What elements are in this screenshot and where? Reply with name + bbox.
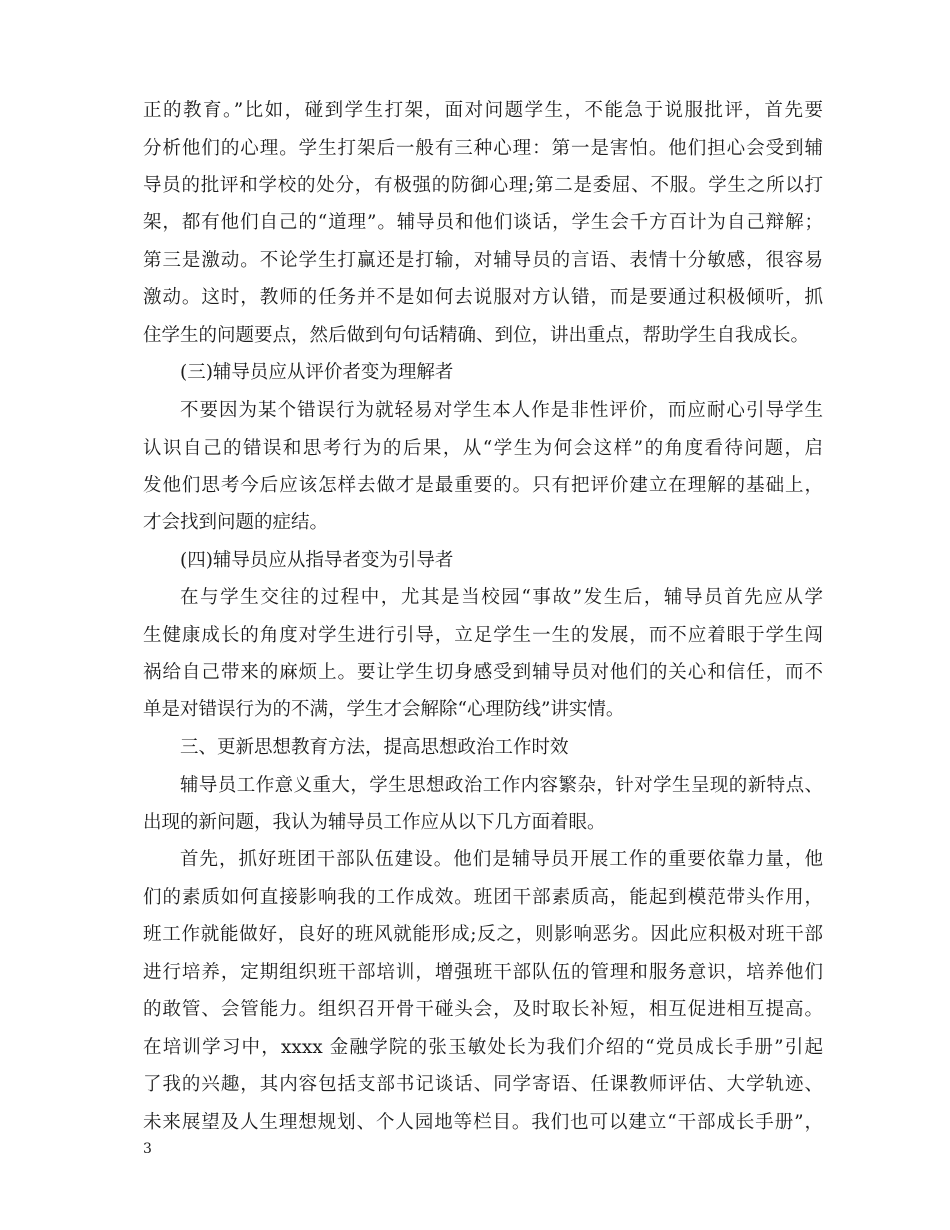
text-line: 祸给自己带来的麻烦上。要让学生切身感受到辅导员对他们的关心和信任，而不 <box>143 662 823 683</box>
text-line: 发他们思考今后应该怎样去做才是最重要的。只有把评价建立在理解的基础上， <box>143 475 823 496</box>
text-line: 生健康成长的角度对学生进行引导，立足学生一生的发展，而不应着眼于学生闯 <box>143 625 823 646</box>
text-line: 未来展望及人生理想规划、个人园地等栏目。我们也可以建立“干部成长手册”， <box>143 1112 823 1133</box>
text-line: 们的素质如何直接影响我的工作成效。班团干部素质高，能起到模范带头作用， <box>143 887 823 908</box>
text-line: 才会找到问题的症结。 <box>143 512 329 533</box>
text-line: 第三是激动。不论学生打赢还是打输，对辅导员的言语、表情十分敏感，很容易 <box>143 250 823 271</box>
text-line: 出现的新问题，我认为辅导员工作应从以下几方面着眼。 <box>143 812 606 833</box>
text-line: 进行培养，定期组织班干部培训，增强班干部队伍的管理和服务意识，培养他们 <box>143 962 823 983</box>
text-line: 激动。这时，教师的任务并不是如何去说服对方认错，而是要通过积极倾听，抓 <box>143 287 823 308</box>
text-line: 认识自己的错误和思考行为的后果，从“学生为何会这样”的角度看待问题，启 <box>143 438 823 459</box>
text-line: 住学生的问题要点，然后做到句句话精确、到位，讲出重点，帮助学生自我成长。 <box>143 325 810 346</box>
text-line: (三)辅导员应从评价者变为理解者 <box>180 362 454 383</box>
text-line: 分析他们的心理。学生打架后一般有三种心理：第一是害怕。他们担心会受到辅 <box>143 138 823 159</box>
text-line: 了我的兴趣，其内容包括支部书记谈话、同学寄语、任课教师评估、大学轨迹、 <box>143 1074 823 1095</box>
text-line: 班工作就能做好，良好的班风就能形成;反之，则影响恶劣。因此应积极对班干部 <box>143 924 823 945</box>
text-line: 正的教育。”比如，碰到学生打架，面对问题学生，不能急于说服批评，首先要 <box>143 100 823 121</box>
text-line: (四)辅导员应从指导者变为引导者 <box>180 550 454 571</box>
text-line: 在培训学习中，xxxx 金融学院的张玉敏处长为我们介绍的“党员成长手册”引起 <box>143 1037 823 1058</box>
text-line: 的敢管、会管能力。组织召开骨干碰头会，及时取长补短，相互促进相互提高。 <box>143 999 823 1020</box>
text-line: 在与学生交往的过程中，尤其是当校园“事故”发生后，辅导员首先应从学 <box>180 587 823 608</box>
text-line: 单是对错误行为的不满，学生才会解除“心理防线”讲实情。 <box>143 699 625 720</box>
text-line: 辅导员工作意义重大，学生思想政治工作内容繁杂，针对学生呈现的新特点、 <box>180 775 823 796</box>
text-line: 导员的批评和学校的处分，有极强的防御心理;第二是委屈、不服。学生之所以打 <box>143 175 823 196</box>
text-line: 架，都有他们自己的“道理”。辅导员和他们谈话，学生会千方百计为自己辩解； <box>143 212 823 233</box>
text-line: 首先，抓好班团干部队伍建设。他们是辅导员开展工作的重要依靠力量，他 <box>180 849 823 870</box>
text-line: 不要因为某个错误行为就轻易对学生本人作是非性评价，而应耐心引导学生 <box>180 400 823 421</box>
page-number: 3 <box>143 1141 152 1157</box>
text-line: 三、更新思想教育方法，提高思想政治工作时效 <box>180 737 569 758</box>
